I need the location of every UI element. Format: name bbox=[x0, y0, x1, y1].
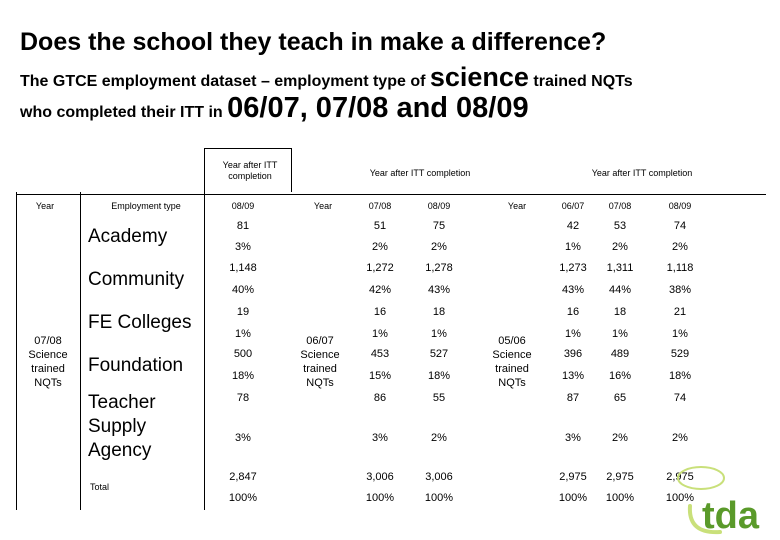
cell-r0-g1-0: 81 bbox=[236, 220, 250, 232]
header-year: Year bbox=[35, 201, 55, 211]
col-header-g1-0: 08/09 bbox=[231, 201, 255, 211]
cell-r3-g3-1: 44% bbox=[608, 284, 632, 296]
cell-r5-g2-1: 1% bbox=[431, 328, 447, 340]
cell-r9-g1-0: 3% bbox=[235, 432, 251, 444]
divider-emp bbox=[80, 192, 81, 510]
employment-type-fe-colleges: FE Colleges bbox=[88, 312, 192, 333]
cell-r1-g3-2: 2% bbox=[672, 241, 688, 253]
divider-g1 bbox=[204, 192, 205, 510]
cell-r7-g1-0: 18% bbox=[231, 370, 255, 382]
col-header-g3-2: 08/09 bbox=[668, 201, 692, 211]
header-employment-type: Employment type bbox=[111, 201, 181, 211]
subtitle-text-c: who completed their ITT in bbox=[20, 104, 228, 121]
cell-r2-g1-0: 1,148 bbox=[229, 262, 257, 274]
cell-r7-g3-1: 16% bbox=[608, 370, 632, 382]
cell-r9-g3-0: 3% bbox=[565, 432, 581, 444]
col-header-g3-1: 07/08 bbox=[608, 201, 632, 211]
header-year-3: Year bbox=[507, 201, 527, 211]
cell-r8-g2-1: 55 bbox=[432, 392, 446, 404]
header-group3: Year after ITT completion bbox=[591, 168, 693, 178]
cell-r4-g3-0: 16 bbox=[566, 306, 580, 318]
cell-r1-g2-0: 2% bbox=[372, 241, 388, 253]
cell-r4-g2-1: 18 bbox=[432, 306, 446, 318]
cell-r5-g2-0: 1% bbox=[372, 328, 388, 340]
cell-r4-g3-1: 18 bbox=[613, 306, 627, 318]
cell-r5-g3-2: 1% bbox=[672, 328, 688, 340]
cell-r6-g1-0: 500 bbox=[233, 348, 253, 360]
cell-r10-g2-0: 3,006 bbox=[366, 471, 394, 483]
cell-r11-g1-0: 100% bbox=[228, 492, 258, 504]
employment-type-foundation: Foundation bbox=[88, 355, 184, 376]
cell-r7-g3-2: 18% bbox=[668, 370, 692, 382]
header-year-2: Year bbox=[313, 201, 333, 211]
cell-r4-g2-0: 16 bbox=[373, 306, 387, 318]
cell-r2-g3-1: 1,311 bbox=[606, 262, 634, 274]
cohort-label-2: 06/07 Science trained NQTs bbox=[300, 335, 340, 389]
header-group1: Year after ITT completion bbox=[222, 160, 278, 181]
cell-r9-g2-0: 3% bbox=[372, 432, 388, 444]
cell-r10-g3-2: 2,975 bbox=[666, 471, 694, 483]
cell-r3-g1-0: 40% bbox=[231, 284, 255, 296]
cell-r3-g3-2: 38% bbox=[668, 284, 692, 296]
col-header-g3-0: 06/07 bbox=[561, 201, 585, 211]
subtitle-line-1 bbox=[20, 62, 633, 93]
cell-r2-g2-1: 1,278 bbox=[425, 262, 453, 274]
cohort-label-1: 07/08 Science trained NQTs bbox=[28, 335, 68, 389]
subtitle-text-years: 06/07, 07/08 and 08/09 bbox=[227, 92, 529, 124]
cell-r6-g2-1: 527 bbox=[429, 348, 449, 360]
cell-r1-g2-1: 2% bbox=[431, 241, 447, 253]
cell-r4-g1-0: 19 bbox=[236, 306, 250, 318]
cell-r0-g3-0: 42 bbox=[566, 220, 580, 232]
header-rule bbox=[16, 194, 766, 195]
cell-r11-g3-0: 100% bbox=[558, 492, 588, 504]
cell-r5-g1-0: 1% bbox=[235, 328, 251, 340]
cell-r5-g3-1: 1% bbox=[612, 328, 628, 340]
tda-logo bbox=[680, 488, 780, 540]
cell-r7-g2-0: 15% bbox=[368, 370, 392, 382]
cell-r6-g2-0: 453 bbox=[370, 348, 390, 360]
cell-r8-g3-2: 74 bbox=[673, 392, 687, 404]
cell-r11-g3-1: 100% bbox=[605, 492, 635, 504]
subtitle-text-a: The GTCE employment dataset – employment type of bbox=[20, 73, 430, 90]
subtitle-line-2 bbox=[20, 92, 529, 125]
cell-r10-g1-0: 2,847 bbox=[229, 471, 257, 483]
employment-type-total: Total bbox=[90, 482, 110, 492]
cell-r2-g2-0: 1,272 bbox=[366, 262, 394, 274]
cell-r9-g3-2: 2% bbox=[672, 432, 688, 444]
employment-type-community: Community bbox=[88, 269, 185, 290]
cell-r11-g2-1: 100% bbox=[424, 492, 454, 504]
cell-r1-g3-0: 1% bbox=[565, 241, 581, 253]
cell-r1-g3-1: 2% bbox=[612, 241, 628, 253]
cell-r3-g2-0: 42% bbox=[368, 284, 392, 296]
cohort-label-3: 05/06 Science trained NQTs bbox=[492, 335, 532, 389]
cell-r10-g2-1: 3,006 bbox=[425, 471, 453, 483]
cell-r7-g2-1: 18% bbox=[427, 370, 451, 382]
cell-r8-g1-0: 78 bbox=[236, 392, 250, 404]
cell-r7-g3-0: 13% bbox=[561, 370, 585, 382]
cell-r0-g3-1: 53 bbox=[613, 220, 627, 232]
cell-r9-g3-1: 2% bbox=[612, 432, 628, 444]
cell-r8-g3-0: 87 bbox=[566, 392, 580, 404]
cell-r3-g3-0: 43% bbox=[561, 284, 585, 296]
cell-r1-g1-0: 3% bbox=[235, 241, 251, 253]
cell-r9-g2-1: 2% bbox=[431, 432, 447, 444]
cell-r6-g3-0: 396 bbox=[563, 348, 583, 360]
employment-type-academy: Academy bbox=[88, 226, 168, 247]
cell-r3-g2-1: 43% bbox=[427, 284, 451, 296]
cell-r4-g3-2: 21 bbox=[673, 306, 687, 318]
cell-r6-g3-1: 489 bbox=[610, 348, 630, 360]
left-border bbox=[16, 192, 17, 510]
cell-r8-g2-0: 86 bbox=[373, 392, 387, 404]
subtitle-text-science: science bbox=[429, 62, 529, 92]
header-group2: Year after ITT completion bbox=[369, 168, 471, 178]
cell-r2-g3-0: 1,273 bbox=[559, 262, 587, 274]
page-title: Does the school they teach in make a difference? bbox=[20, 28, 607, 56]
cell-r10-g3-1: 2,975 bbox=[606, 471, 634, 483]
cell-r6-g3-2: 529 bbox=[670, 348, 690, 360]
cell-r11-g2-0: 100% bbox=[365, 492, 395, 504]
subtitle-text-b: trained NQTs bbox=[528, 73, 633, 90]
col-header-g2-0: 07/08 bbox=[368, 201, 392, 211]
logo-text: tda bbox=[702, 495, 759, 537]
cell-r0-g2-1: 75 bbox=[432, 220, 446, 232]
cell-r8-g3-1: 65 bbox=[613, 392, 627, 404]
cell-r0-g2-0: 51 bbox=[373, 220, 387, 232]
highlight-ellipse-shape bbox=[678, 467, 724, 489]
col-header-g2-1: 08/09 bbox=[427, 201, 451, 211]
cell-r0-g3-2: 74 bbox=[673, 220, 687, 232]
cell-r5-g3-0: 1% bbox=[565, 328, 581, 340]
employment-type-teacher-supply-agency: Teacher Supply Agency bbox=[88, 392, 156, 461]
cell-r2-g3-2: 1,118 bbox=[666, 262, 694, 274]
cell-r11-g3-2: 100% bbox=[665, 492, 695, 504]
cell-r10-g3-0: 2,975 bbox=[559, 471, 587, 483]
